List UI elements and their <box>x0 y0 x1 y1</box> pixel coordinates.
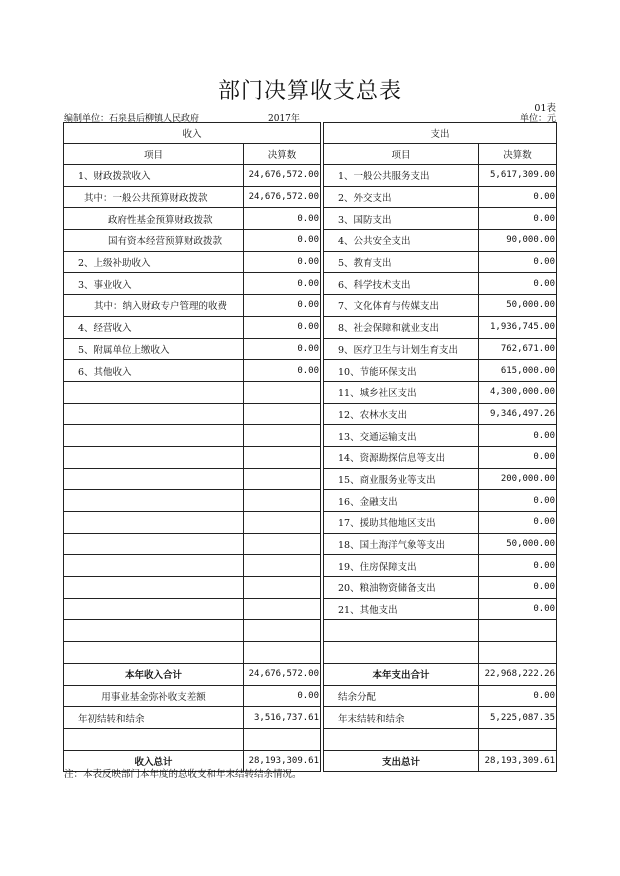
income-item-label: 其中：纳入财政专户管理的收费 <box>64 295 244 317</box>
expense-item-label: 9、医疗卫生与计划生育支出 <box>324 338 479 360</box>
expense-item-value: 4,300,000.00 <box>479 381 557 403</box>
reserve-value: 0.00 <box>244 685 321 707</box>
expense-item-value: 5,617,309.00 <box>479 165 557 187</box>
table-row <box>64 165 557 187</box>
table-row <box>64 251 557 273</box>
income-item-label: 3、事业收入 <box>64 273 244 295</box>
table-row <box>64 273 557 295</box>
expense-item-value: 0.00 <box>479 490 557 512</box>
table-body <box>64 165 557 664</box>
expense-item-label: 2、外交支出 <box>324 186 479 208</box>
table-row <box>64 577 557 599</box>
income-year-total-value: 24,676,572.00 <box>244 663 321 685</box>
expense-item-label: 19、住房保障支出 <box>324 555 479 577</box>
income-item-label: 6、其他收入 <box>64 360 244 382</box>
income-section-header: 收入 <box>64 123 321 144</box>
end-balance-value: 5,225,087.35 <box>479 707 557 729</box>
expense-year-total-value: 22,968,222.26 <box>479 663 557 685</box>
currency-unit: 单位：元 <box>519 114 556 124</box>
expense-item-label: 7、文化体育与传媒支出 <box>324 295 479 317</box>
end-balance-label: 年末结转和结余 <box>324 707 479 729</box>
expense-item-label: 17、援助其他地区支出 <box>324 512 479 534</box>
begin-balance-label: 年初结转和结余 <box>64 707 244 729</box>
income-item-label: 国有资本经营预算财政拨款 <box>64 230 244 252</box>
expense-item-label: 16、金融支出 <box>324 490 479 512</box>
expense-grand-total-value: 28,193,309.61 <box>479 750 557 772</box>
expense-item-value: 1,936,745.00 <box>479 316 557 338</box>
table-row <box>64 403 557 425</box>
table-row <box>64 360 557 382</box>
distribution-label: 结余分配 <box>324 685 479 707</box>
income-item-header: 项目 <box>64 144 244 165</box>
income-item-value: 0.00 <box>244 230 321 252</box>
expense-item-value: 0.00 <box>479 425 557 447</box>
expense-item-value: 50,000.00 <box>479 533 557 555</box>
expense-item-label: 11、城乡社区支出 <box>324 381 479 403</box>
expense-item-value: 0.00 <box>479 251 557 273</box>
income-item-label: 其中：一般公共预算财政拨款 <box>64 186 244 208</box>
expense-item-value: 0.00 <box>479 598 557 620</box>
compiling-unit: 编制单位：石泉县后柳镇人民政府 <box>64 114 200 124</box>
summary-table <box>63 122 557 772</box>
balance-row <box>64 707 557 729</box>
income-item-label: 4、经营收入 <box>64 316 244 338</box>
table-row <box>64 381 557 403</box>
table-row <box>64 316 557 338</box>
expense-item-value: 615,000.00 <box>479 360 557 382</box>
expense-item-value: 0.00 <box>479 186 557 208</box>
expense-item-label: 15、商业服务业等支出 <box>324 468 479 490</box>
expense-amount-header: 决算数 <box>479 144 557 165</box>
income-amount-header: 决算数 <box>244 144 321 165</box>
table-row <box>64 208 557 230</box>
table-row <box>64 512 557 534</box>
expense-item-value: 50,000.00 <box>479 295 557 317</box>
income-year-total-label: 本年收入合计 <box>64 663 244 685</box>
table-row <box>64 642 557 664</box>
income-item-value: 24,676,572.00 <box>244 186 321 208</box>
section-header-row <box>64 123 557 144</box>
expense-item-value: 90,000.00 <box>479 230 557 252</box>
table-row <box>64 620 557 642</box>
footnote: 注：本表反映部门本年度的总收支和年末结转结余情况。 <box>64 769 302 780</box>
expense-item-label: 8、社会保障和就业支出 <box>324 316 479 338</box>
income-item-value: 0.00 <box>244 273 321 295</box>
expense-item-label: 4、公共安全支出 <box>324 230 479 252</box>
expense-section-header: 支出 <box>324 123 557 144</box>
table-row <box>64 446 557 468</box>
table-row <box>64 533 557 555</box>
table-row <box>64 230 557 252</box>
income-item-value: 0.00 <box>244 360 321 382</box>
expense-item-label: 14、资源勘探信息等支出 <box>324 446 479 468</box>
income-grand-total-label: 收入总计 <box>64 750 244 772</box>
expense-item-label: 18、国土海洋气象等支出 <box>324 533 479 555</box>
income-item-label: 1、财政拨款收入 <box>64 165 244 187</box>
blank-row <box>64 728 557 750</box>
table-row <box>64 186 557 208</box>
reserve-row <box>64 685 557 707</box>
expense-item-value: 200,000.00 <box>479 468 557 490</box>
income-item-value: 24,676,572.00 <box>244 165 321 187</box>
table-row <box>64 555 557 577</box>
expense-item-value: 0.00 <box>479 208 557 230</box>
column-header-row <box>64 144 557 165</box>
expense-item-value: 0.00 <box>479 577 557 599</box>
expense-item-label: 10、节能环保支出 <box>324 360 479 382</box>
year-total-row <box>64 663 557 685</box>
expense-year-total-label: 本年支出合计 <box>324 663 479 685</box>
reserve-label: 用事业基金弥补收支差额 <box>64 685 244 707</box>
expense-item-label: 1、一般公共服务支出 <box>324 165 479 187</box>
expense-item-label: 13、交通运输支出 <box>324 425 479 447</box>
table-row <box>64 468 557 490</box>
table-row <box>64 295 557 317</box>
income-item-value: 0.00 <box>244 338 321 360</box>
expense-item-header: 项目 <box>324 144 479 165</box>
income-item-value: 0.00 <box>244 208 321 230</box>
expense-item-label: 6、科学技术支出 <box>324 273 479 295</box>
expense-item-label: 12、农林水支出 <box>324 403 479 425</box>
expense-item-label: 3、国防支出 <box>324 208 479 230</box>
form-number: 01表 <box>534 103 556 114</box>
report-year: 2017年 <box>268 114 300 124</box>
expense-item-value: 9,346,497.26 <box>479 403 557 425</box>
expense-item-value: 0.00 <box>479 446 557 468</box>
income-item-label: 5、附属单位上缴收入 <box>64 338 244 360</box>
begin-balance-value: 3,516,737.61 <box>244 707 321 729</box>
expense-item-label: 21、其他支出 <box>324 598 479 620</box>
income-item-value: 0.00 <box>244 316 321 338</box>
income-item-value: 0.00 <box>244 295 321 317</box>
table-row <box>64 598 557 620</box>
page-title: 部门决算收支总表 <box>217 79 402 104</box>
income-item-label: 政府性基金预算财政拨款 <box>64 208 244 230</box>
expense-item-label: 20、粮油物资储备支出 <box>324 577 479 599</box>
expense-item-value: 0.00 <box>479 512 557 534</box>
income-grand-total-value: 28,193,309.61 <box>244 750 321 772</box>
table-row <box>64 338 557 360</box>
expense-item-label: 5、教育支出 <box>324 251 479 273</box>
income-item-label: 2、上级补助收入 <box>64 251 244 273</box>
income-item-value: 0.00 <box>244 251 321 273</box>
expense-item-value: 762,671.00 <box>479 338 557 360</box>
expense-item-value: 0.00 <box>479 555 557 577</box>
expense-grand-total-label: 支出总计 <box>324 750 479 772</box>
table-row <box>64 425 557 447</box>
table-row <box>64 490 557 512</box>
expense-item-value: 0.00 <box>479 273 557 295</box>
distribution-value: 0.00 <box>479 685 557 707</box>
